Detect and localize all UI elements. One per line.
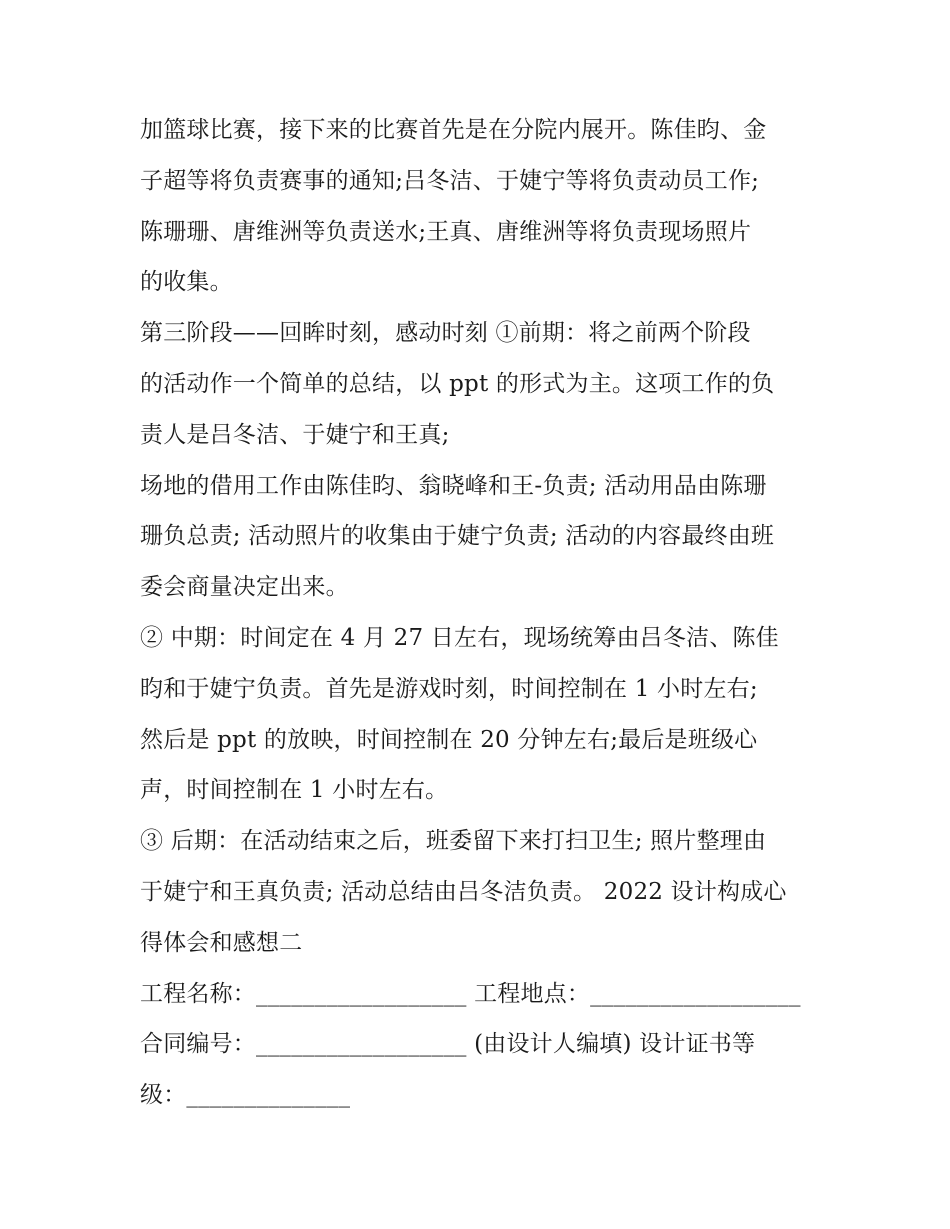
text-line: 场地的借用工作由陈佳昀、翁晓峰和王-负责; 活动用品由陈珊 <box>140 472 767 499</box>
form-field-line: 工程名称：__________________ 工程地点：__________________ <box>140 980 801 1007</box>
text-line: 得体会和感想二 <box>140 929 303 956</box>
text-line: ③ 后期：在活动结束之后，班委留下来打扫卫生; 照片整理由 <box>140 828 767 855</box>
text-line: 的活动作一个简单的总结，以 ppt 的形式为主。这项工作的负 <box>140 370 775 397</box>
text-line: 责人是吕冬洁、于婕宁和王真; <box>140 421 450 448</box>
text-line: 陈珊珊、唐维洲等负责送水;王真、唐维洲等将负责现场照片 <box>140 218 752 245</box>
text-line: 珊负总责; 活动照片的收集由于婕宁负责; 活动的内容最终由班 <box>140 523 775 550</box>
text-line: 加篮球比赛，接下来的比赛首先是在分院内展开。陈佳昀、金 <box>140 117 767 143</box>
text-line: ② 中期：时间定在 4 月 27 日左右，现场统筹由吕冬洁、陈佳 <box>140 624 779 651</box>
text-line: 声，时间控制在 1 小时左右。 <box>140 777 449 804</box>
form-field-line: 级：______________ <box>140 1082 351 1109</box>
form-field-line: 合同编号：__________________ (由设计人编填) 设计证书等 <box>140 1031 756 1058</box>
text-line: 的收集。 <box>140 269 233 296</box>
document-body <box>140 105 820 1121</box>
text-line: 委会商量决定出来。 <box>140 574 349 601</box>
text-line: 子超等将负责赛事的通知;吕冬洁、于婕宁等将负责动员工作; <box>140 167 760 194</box>
text-line: 然后是 ppt 的放映，时间控制在 20 分钟左右;最后是班级心 <box>140 726 758 753</box>
text-line: 于婕宁和王真负责; 活动总结由吕冬洁负责。 2022 设计构成心 <box>140 878 787 905</box>
text-line: 第三阶段——回眸时刻，感动时刻 ①前期：将之前两个阶段 <box>140 320 751 347</box>
text-line: 昀和于婕宁负责。首先是游戏时刻，时间控制在 1 小时左右; <box>140 675 758 702</box>
